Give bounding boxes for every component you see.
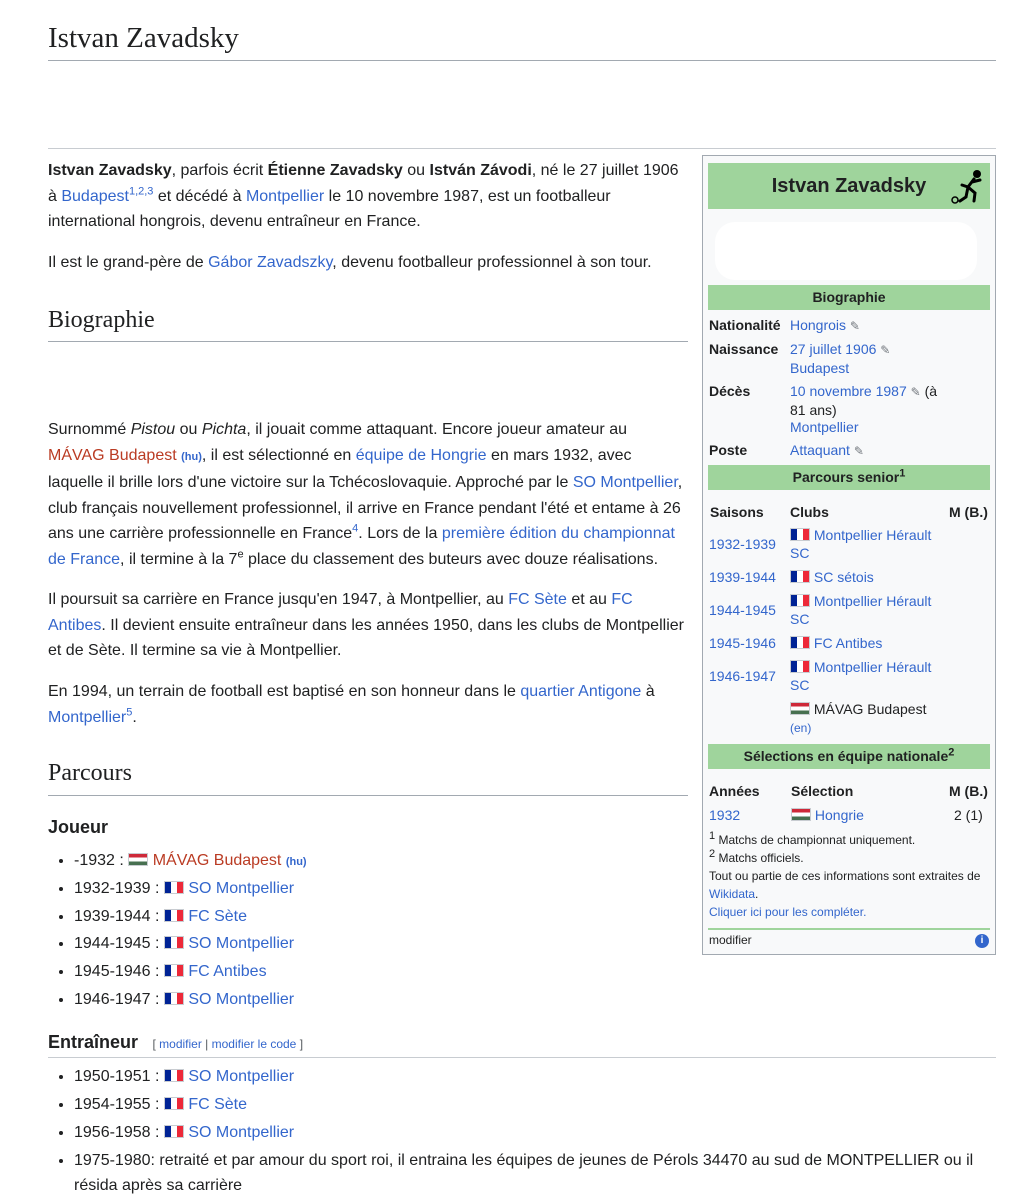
- list-item: [74, 875, 307, 903]
- biographie-heading: Biographie: [48, 307, 155, 333]
- link-budapest[interactable]: Budapest: [61, 187, 129, 205]
- page-title: Istvan Zavadsky: [48, 22, 239, 54]
- death-place-link[interactable]: Montpellier: [790, 419, 859, 435]
- text: ou: [402, 162, 430, 179]
- club-link[interactable]: SO Montpellier: [188, 935, 295, 953]
- deces-row: [709, 383, 991, 439]
- club-cell: [790, 659, 950, 694]
- france-flag-icon: [790, 594, 810, 607]
- years: 1950-1951 :: [74, 1068, 164, 1085]
- club-link[interactable]: Montpellier Hérault: [813, 527, 932, 543]
- heading-text: Parcours senior: [792, 469, 900, 485]
- year-link[interactable]: 1932: [709, 807, 741, 823]
- field-label: Naissance: [709, 341, 779, 357]
- hungary-flag-icon: [128, 853, 148, 866]
- col-header: M (B.): [949, 783, 988, 799]
- poste-link[interactable]: Attaquant: [790, 442, 850, 458]
- separator: |: [201, 1037, 212, 1051]
- note-text: Matchs de championnat uniquement.: [715, 833, 916, 847]
- link-fc-antibes[interactable]: FC: [611, 591, 633, 608]
- link-fc-sete[interactable]: FC Sète: [508, 591, 567, 608]
- interlang-link[interactable]: (hu): [181, 450, 202, 463]
- club-link[interactable]: FC Sète: [188, 907, 247, 925]
- text: , il jouait comme attaquant. Encore joueur amateur au: [246, 421, 627, 438]
- text: et au: [566, 591, 612, 608]
- bio-paragraph-3: [48, 679, 688, 730]
- superscript: e: [237, 548, 244, 561]
- link-montpellier[interactable]: Montpellier: [48, 708, 127, 726]
- field-label: Nationalité: [709, 317, 781, 333]
- france-flag-icon: [790, 570, 810, 583]
- link-so-montpellier[interactable]: SO Montpellier: [572, 474, 678, 492]
- club-link[interactable]: Montpellier Hérault: [813, 593, 932, 609]
- list-item: [74, 1063, 973, 1091]
- hungary-flag-icon: [790, 702, 810, 715]
- note-text: .: [755, 887, 759, 901]
- text: En 1994, un terrain de football est baptisé en son honneur dans le: [48, 683, 521, 700]
- field-value: [790, 442, 965, 461]
- club-cell: [790, 593, 950, 628]
- football-player-icon: [950, 167, 986, 205]
- complete-note: [709, 903, 991, 921]
- note-ref: 1: [899, 467, 906, 480]
- link-montpellier[interactable]: Montpellier: [245, 187, 325, 205]
- senior-row: [709, 593, 991, 627]
- list-item: [74, 1091, 973, 1119]
- club-cell: [790, 569, 874, 587]
- club-link[interactable]: FC Antibes: [188, 963, 267, 981]
- text: résida après sa carrière: [74, 1177, 243, 1195]
- note-1: [709, 831, 991, 849]
- wikidata-note: [709, 867, 991, 903]
- field-label: Poste: [709, 442, 748, 458]
- france-flag-icon: [164, 992, 184, 1005]
- club-link[interactable]: MÁVAG Budapest: [152, 852, 282, 869]
- note-text: Tout ou partie de ces informations sont extraites de: [709, 869, 981, 883]
- club-text: MÁVAG Budapest: [813, 701, 927, 717]
- biographie-box-heading: Biographie: [708, 285, 990, 310]
- years: -1932 :: [74, 852, 129, 869]
- bio-paragraph-1: [48, 417, 688, 573]
- text: Il poursuit sa carrière en France jusqu'en 1947, à Montpellier, au: [48, 591, 509, 608]
- france-flag-icon: [790, 660, 810, 673]
- interlang-link[interactable]: (en): [790, 720, 812, 735]
- selections-heading: [708, 744, 990, 769]
- france-flag-icon: [790, 636, 810, 649]
- list-item: [74, 903, 307, 931]
- bio-paragraph-2: [48, 587, 688, 664]
- club-link[interactable]: FC Antibes: [813, 635, 883, 651]
- pencil-icon[interactable]: ✎: [849, 319, 860, 333]
- france-flag-icon: [164, 881, 184, 894]
- heading-text: Sélections en équipe nationale: [743, 748, 949, 764]
- club-link[interactable]: FC Sète: [188, 1095, 247, 1113]
- text: en mars 1932, avec: [486, 446, 632, 464]
- pencil-icon[interactable]: ✎: [880, 343, 891, 357]
- bracket: ]: [296, 1037, 304, 1051]
- infobox-image-placeholder: [715, 222, 977, 280]
- club-link[interactable]: SO Montpellier: [188, 1123, 295, 1141]
- ref-link[interactable]: 4: [352, 523, 359, 536]
- years: 1932-1939 :: [74, 879, 164, 897]
- text: , il est sélectionné en: [201, 446, 356, 464]
- text: . Il devient ensuite entraîneur dans les années 1950, dans les clubs de Montpellier: [101, 616, 684, 634]
- france-flag-icon: [164, 936, 184, 949]
- text: , parfois écrit: [171, 162, 268, 179]
- content-divider: [48, 148, 996, 149]
- text: 1975-1980: retraité et par amour du sport roi, il entraina les équipes de jeunes de Pérols 34470 au sud de MONTPELLIER ou il: [74, 1152, 974, 1170]
- club-link[interactable]: Montpellier Hérault: [813, 659, 932, 675]
- birth-place-link[interactable]: Budapest: [790, 359, 850, 376]
- link-premiere-edition[interactable]: première édition du championnat: [441, 525, 675, 543]
- col-header: M (B.): [949, 504, 988, 520]
- years: 1939-1944 :: [74, 907, 164, 925]
- team-cell: [791, 807, 864, 825]
- senior-row: [709, 527, 991, 561]
- link-mavag[interactable]: MÁVAG Budapest: [48, 446, 177, 464]
- joueur-heading: Joueur: [48, 817, 109, 837]
- subject-name: Istvan Zavadsky: [48, 162, 172, 179]
- list-item: [74, 958, 307, 986]
- text: international hongrois, devenu entraîneur en France.: [48, 213, 421, 231]
- edit-source-link[interactable]: modifier le code: [211, 1037, 297, 1051]
- france-flag-icon: [164, 909, 184, 922]
- ref-link[interactable]: 5: [126, 706, 133, 719]
- text: .: [132, 708, 137, 726]
- intro-paragraph: [48, 158, 688, 235]
- alt-name: Étienne Zavadsky: [267, 162, 403, 179]
- club-cell: [790, 527, 950, 562]
- text: place du classement des buteurs avec douze réalisations.: [243, 550, 659, 568]
- club-link[interactable]: SO Montpellier: [188, 1068, 295, 1085]
- note-2: [709, 849, 991, 867]
- title-divider: [48, 60, 996, 61]
- field-value: [790, 341, 965, 377]
- birth-date-link[interactable]: 27 juillet 1906: [790, 341, 877, 357]
- col-header: Années: [709, 783, 760, 799]
- list-item: [74, 1146, 973, 1198]
- mavag-row: [709, 701, 991, 737]
- info-icon[interactable]: i: [975, 934, 989, 948]
- text: , il termine à la 7: [120, 550, 238, 568]
- nationalite-row: [709, 317, 991, 337]
- link-equipe-hongrie[interactable]: équipe de Hongrie: [355, 446, 487, 464]
- age-text: 81 ans): [790, 401, 837, 418]
- parcours-divider: [48, 795, 688, 796]
- years: 1945-1946 :: [74, 963, 164, 981]
- poste-row: [709, 442, 991, 462]
- note-text: Matchs officiels.: [715, 851, 804, 865]
- text: ,: [677, 474, 683, 492]
- infobox-title: [708, 163, 990, 209]
- pencil-icon[interactable]: ✎: [910, 385, 921, 399]
- france-flag-icon: [164, 1125, 184, 1138]
- senior-row: [709, 635, 991, 655]
- text: Il est le grand-père de: [48, 254, 209, 271]
- joueur-list: [56, 847, 307, 1014]
- senior-row: [709, 659, 991, 693]
- nationalite-link[interactable]: Hongrois: [790, 317, 847, 333]
- naissance-row: [709, 341, 991, 381]
- text: Surnommé: [48, 421, 131, 438]
- edit-section-links: [152, 1037, 303, 1051]
- years: 1944-1945 :: [74, 935, 164, 953]
- season-link[interactable]: 1932-1939: [709, 536, 776, 552]
- link-fc-antibes[interactable]: Antibes: [48, 616, 102, 634]
- bracket: [: [152, 1037, 160, 1051]
- list-item: [74, 1119, 973, 1147]
- death-date-link[interactable]: 10 novembre 1987: [790, 383, 907, 399]
- intro-paragraph-2: [48, 250, 688, 276]
- note-ref: 2: [948, 746, 955, 759]
- field-label: Décès: [709, 383, 751, 399]
- text: , devenu footballeur professionnel à son tour.: [332, 254, 652, 271]
- alt-name: István Závodi: [429, 162, 532, 179]
- matches-value: 2 (1): [954, 807, 983, 823]
- entraineur-heading: Entraîneur: [48, 1032, 139, 1052]
- text: laquelle il brille lors d'une victoire sur la Tchécoslovaquie. Approché par le: [48, 474, 573, 492]
- col-header: Clubs: [790, 504, 829, 520]
- text: et décédé à: [153, 187, 246, 205]
- nickname: Pichta: [201, 421, 247, 438]
- complete-link[interactable]: Cliquer ici pour les compléter.: [709, 905, 867, 919]
- season-link[interactable]: 1945-1946: [709, 635, 776, 651]
- infobox-edit-link[interactable]: modifier: [709, 933, 752, 947]
- text: à: [641, 683, 655, 700]
- entraineur-divider: [48, 1057, 996, 1058]
- club-link[interactable]: SC: [790, 676, 810, 693]
- club-cell: [790, 701, 926, 737]
- hungary-flag-icon: [791, 808, 811, 821]
- parcours-heading: Parcours: [48, 760, 132, 786]
- club-link[interactable]: SO Montpellier: [188, 879, 295, 897]
- infobox-notes: [709, 831, 991, 921]
- col-header: Sélection: [791, 783, 854, 799]
- text: club français nouvellement professionnel, il arrive en France pendant l'été et entame à 26: [48, 499, 681, 517]
- list-item: [74, 930, 307, 958]
- season-link[interactable]: 1944-1945: [709, 602, 776, 618]
- nickname: Pistou: [130, 421, 176, 438]
- years: 1956-1958 :: [74, 1123, 164, 1141]
- note-ref: 1: [709, 830, 716, 842]
- france-flag-icon: [164, 1097, 184, 1110]
- field-value: [790, 383, 965, 437]
- infobox-footer-divider: [708, 928, 990, 930]
- text: ou: [175, 421, 202, 438]
- pencil-icon[interactable]: ✎: [853, 444, 864, 458]
- club-link[interactable]: SC sétois: [813, 569, 874, 585]
- season-link[interactable]: 1946-1947: [709, 668, 776, 684]
- infobox: [702, 155, 996, 955]
- club-link[interactable]: SO Montpellier: [188, 990, 295, 1008]
- text: . Lors de la: [358, 525, 442, 543]
- ref-link[interactable]: 1,2,3: [128, 185, 154, 198]
- biographie-divider: [48, 341, 688, 342]
- age-text: (à: [924, 383, 938, 399]
- interlang-link[interactable]: (hu): [285, 856, 307, 868]
- edit-link[interactable]: modifier: [159, 1037, 202, 1051]
- years: 1954-1955 :: [74, 1095, 164, 1113]
- senior-row: [709, 569, 991, 589]
- text: et de Sète. Il termine sa vie à Montpellier.: [48, 642, 342, 660]
- selection-row: [709, 807, 991, 827]
- list-item: [74, 847, 307, 875]
- france-flag-icon: [790, 528, 810, 541]
- link-gabor[interactable]: Gábor Zavadszky: [208, 254, 333, 271]
- infobox-title-text: Istvan Zavadsky: [771, 175, 927, 197]
- col-header: Saisons: [710, 504, 764, 520]
- text: le 10 novembre 1987, est un footballeur: [324, 187, 611, 205]
- entraineur-list: [56, 1063, 973, 1198]
- wikidata-link[interactable]: Wikidata: [709, 887, 756, 901]
- list-item: [74, 986, 307, 1014]
- link-quartier-antigone[interactable]: quartier Antigone: [520, 683, 642, 700]
- club-cell: [790, 635, 882, 653]
- parcours-senior-heading: [708, 465, 990, 490]
- text: , né le 27 juillet 1906: [531, 162, 679, 179]
- season-link[interactable]: 1939-1944: [709, 569, 776, 585]
- france-flag-icon: [164, 1069, 184, 1082]
- text: à: [48, 187, 62, 205]
- note-ref: 2: [709, 848, 716, 860]
- field-value: [790, 317, 965, 336]
- france-flag-icon: [164, 964, 184, 977]
- club-link[interactable]: SC: [790, 610, 810, 627]
- link-de-france[interactable]: de France: [48, 550, 121, 568]
- team-link[interactable]: Hongrie: [814, 807, 864, 823]
- text: ans une carrière professionnelle en France: [48, 525, 353, 543]
- club-link[interactable]: SC: [790, 544, 810, 561]
- years: 1946-1947 :: [74, 990, 164, 1008]
- entraineur-heading-row: [48, 1032, 303, 1053]
